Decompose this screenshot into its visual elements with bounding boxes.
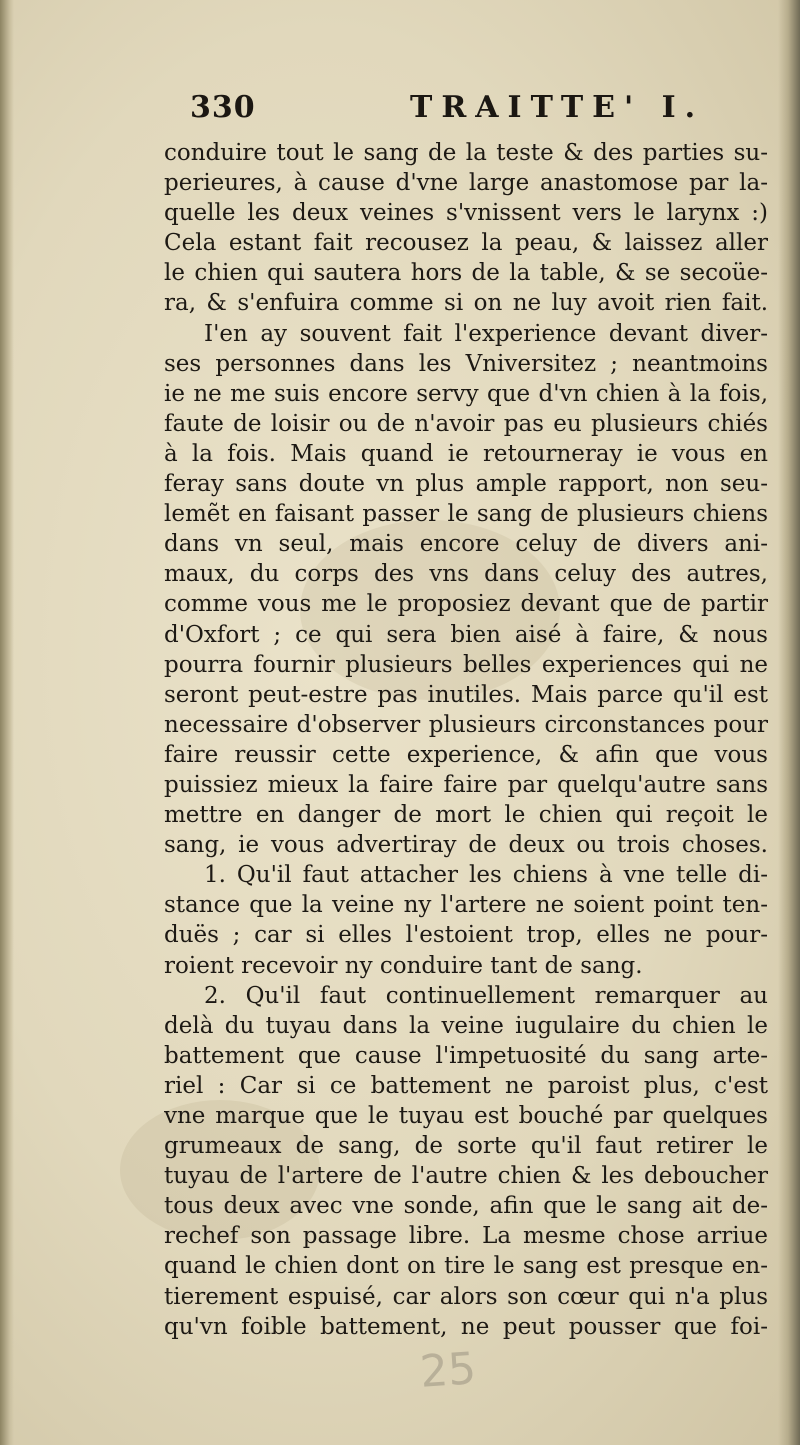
text-line: puissiez mieux la faire faire par quelqu'autre sans — [164, 771, 768, 798]
text-line: vne marque que le tuyau est bouché par quelques — [164, 1103, 768, 1129]
text-line: le chien qui sautera hors de la table, & se secoüe- — [164, 260, 768, 287]
text-line: conduire tout le sang de la teste & des parties su- — [164, 140, 768, 166]
text-line: perieures, à cause d'vne large anastomose par la- — [164, 170, 768, 197]
text-line: sang, ie vous advertiray de deux ou trois choses. — [164, 832, 768, 859]
text-line: rechef son passage libre. La mesme chose arriue — [164, 1223, 768, 1250]
text-line: I'en ay souvent fait l'experience devant diver- — [204, 320, 768, 347]
text-line: à la fois. Mais quand ie retourneray ie vous en — [164, 440, 768, 467]
text-line: seront peut-estre pas inutiles. Mais parce qu'il est — [164, 681, 768, 708]
text-line: faire reussir cette experience, & afin que vous — [164, 741, 768, 768]
text-line: pourra fournir plusieurs belles experiences qui ne — [164, 651, 768, 678]
text-line: d'Oxfort ; ce qui sera bien aisé à faire, & nous — [164, 621, 768, 648]
text-line: feray sans doute vn plus ample rapport, non seu- — [164, 471, 768, 498]
text-line: necessaire d'observer plusieurs circonstances pour — [164, 711, 768, 738]
text-line: riel : Car si ce battement ne paroist plus, c'est — [164, 1072, 768, 1099]
text-line: dans vn seul, mais encore celuy de divers ani- — [164, 531, 768, 558]
text-line: Cela estant fait recousez la peau, & laissez aller — [164, 230, 768, 257]
text-line: quelle les deux veines s'vnissent vers le larynx :) — [164, 200, 768, 227]
page-number: 330 — [190, 90, 256, 125]
text-line: 2. Qu'il faut continuellement remarquer au — [204, 982, 768, 1009]
handwritten-margin-note: 25 — [418, 1343, 478, 1398]
text-line: mettre en danger de mort le chien qui reçoit le — [164, 802, 768, 829]
text-line: grumeaux de sang, de sorte qu'il faut retirer le — [164, 1133, 768, 1160]
text-line: tous deux avec vne sonde, afin que le sang ait de- — [164, 1193, 768, 1220]
text-line: lemẽt en faisant passer le sang de plusieurs chiens — [164, 501, 768, 528]
text-line: tierement espuisé, car alors son cœur qui n'a plus — [164, 1283, 768, 1310]
page-edge-shadow — [778, 0, 800, 1445]
text-line: duës ; car si elles l'estoient trop, elles ne pour- — [164, 922, 768, 949]
text-line: tuyau de l'artere de l'autre chien & les deboucher — [164, 1163, 768, 1190]
text-line: faute de loisir ou de n'avoir pas eu plusieurs chiés — [164, 410, 768, 437]
text-line: ses personnes dans les Vniversitez ; neantmoins — [164, 350, 768, 377]
text-line: ra, & s'enfuira comme si on ne luy avoit rien fait. — [164, 290, 768, 317]
text-line: quand le chien dont on tire le sang est presque en- — [164, 1253, 768, 1280]
text-line: maux, du corps des vns dans celuy des autres, — [164, 561, 768, 588]
text-line: ie ne me suis encore servy que d'vn chien à la fois, — [164, 380, 768, 407]
text-line: 1. Qu'il faut attacher les chiens à vne telle di- — [204, 862, 768, 889]
running-title: TRAITTE' I. — [410, 90, 705, 125]
text-line: comme vous me le proposiez devant que de partir — [164, 591, 768, 618]
text-line: roient recevoir ny conduire tant de sang. — [164, 952, 643, 979]
text-line: battement que cause l'impetuosité du sang arte- — [164, 1042, 768, 1069]
text-line: qu'vn foible battement, ne peut pousser que foi- — [164, 1313, 768, 1340]
page-gutter-shadow — [0, 0, 14, 1445]
text-line: stance que la veine ny l'artere ne soient point ten- — [164, 892, 768, 919]
text-line: delà du tuyau dans la veine iugulaire du chien le — [164, 1012, 768, 1039]
body-text — [164, 138, 768, 1342]
page-header — [190, 90, 770, 134]
